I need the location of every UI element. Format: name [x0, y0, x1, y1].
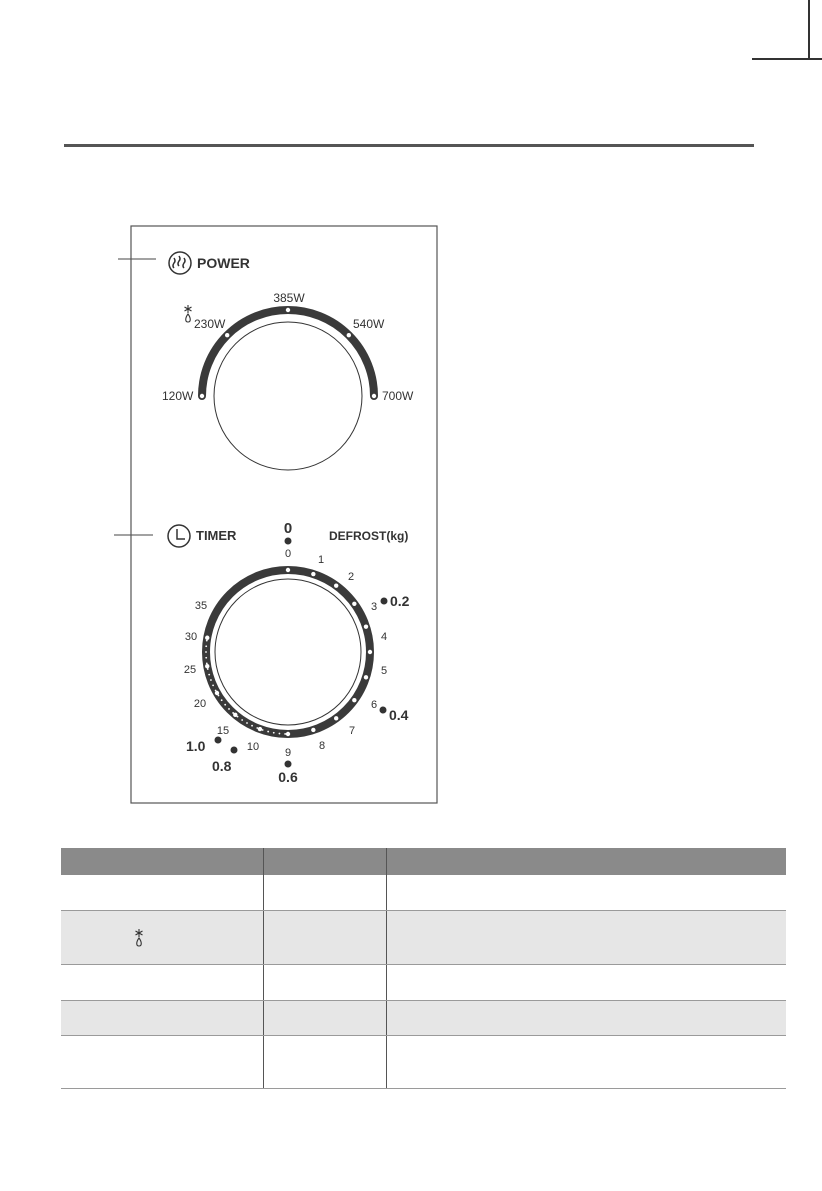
- table-row: [61, 875, 786, 910]
- power-level-dot: [286, 308, 290, 312]
- timer-tick-dot: [352, 602, 356, 606]
- timer-tick-dot: [210, 679, 212, 681]
- defrost-dot-1-0: [215, 737, 222, 744]
- table-cell: [61, 1000, 263, 1035]
- timer-minute-6: 6: [370, 699, 378, 711]
- timer-tick-dot: [224, 704, 226, 706]
- timer-tick-dot: [232, 712, 234, 714]
- timer-tick-dot: [311, 572, 315, 576]
- timer-minute-1: 1: [317, 554, 325, 566]
- timer-tick-dot: [262, 729, 264, 731]
- table-cell: [61, 964, 263, 1000]
- power-level-dot: [347, 333, 351, 337]
- power-label: POWER: [197, 255, 250, 271]
- timer-knob[interactable]: [215, 579, 361, 725]
- defrost-dot-0-8: [231, 747, 238, 754]
- table-cell: [386, 910, 786, 964]
- timer-tick-dot: [286, 568, 290, 572]
- timer-tick-dot: [215, 691, 219, 695]
- table-cell: [263, 1035, 386, 1088]
- defrost-dot-0-4: [380, 707, 387, 714]
- defrost-weight-0-2: 0.2: [390, 593, 410, 609]
- power-level-120w: 120W: [162, 389, 194, 403]
- timer-tick-dot: [212, 684, 214, 686]
- table-cell: [386, 1035, 786, 1088]
- power-level-markers: [200, 308, 376, 398]
- table-cell: [61, 875, 263, 910]
- timer-tick-dot: [256, 727, 258, 729]
- table-cell: [263, 910, 386, 964]
- timer-minute-35: 35: [194, 600, 208, 612]
- timer-tick-dot: [241, 719, 243, 721]
- table-cell: [263, 964, 386, 1000]
- timer-tick-dot: [206, 663, 208, 665]
- timer-minute-30: 30: [184, 631, 198, 643]
- defrost-dot-0-6: [285, 761, 292, 768]
- table-row: [61, 1000, 786, 1035]
- timer-minute-4: 4: [380, 631, 388, 643]
- table-cell: [386, 875, 786, 910]
- timer-minute-2: 2: [347, 571, 355, 583]
- timer-minute-8: 8: [318, 740, 326, 752]
- table-header-cell: [386, 848, 786, 875]
- table-row: [61, 910, 786, 964]
- timer-tick-dot: [251, 725, 253, 727]
- defrost-weight-0-6: 0.6: [278, 769, 298, 785]
- timer-tick-dot: [258, 727, 262, 731]
- defrost-dot-0-2: [381, 598, 388, 605]
- timer-tick-dot: [208, 674, 210, 676]
- timer-top-zero: 0: [283, 520, 293, 537]
- timer-minute-0: 0: [284, 548, 292, 560]
- table-header-row: [61, 848, 786, 875]
- table-cell: [386, 964, 786, 1000]
- timer-tick-dot: [228, 708, 230, 710]
- defrost-label: DEFROST(kg): [329, 529, 409, 543]
- snowflake-drop-icon: [185, 305, 192, 322]
- timer-tick-dot: [237, 716, 239, 718]
- timer-minute-20: 20: [193, 698, 207, 710]
- timer-minute-5: 5: [380, 665, 388, 677]
- timer-tick-dot: [334, 583, 338, 587]
- timer-tick-dot: [246, 722, 248, 724]
- timer-tick-dot: [267, 731, 269, 733]
- table-cell: [386, 1000, 786, 1035]
- defrost-weight-0-8: 0.8: [212, 758, 232, 774]
- table-row: [61, 964, 786, 1000]
- clock-icon: [168, 525, 190, 547]
- timer-tick-dot: [334, 716, 338, 720]
- power-level-dot: [225, 333, 229, 337]
- timer-minute-15: 15: [216, 725, 230, 737]
- timer-tick-dot: [279, 733, 281, 735]
- timer-tick-dot: [205, 657, 207, 659]
- timer-tick-dot: [205, 651, 207, 653]
- power-level-230w: 230W: [194, 317, 226, 331]
- timer-ring: [206, 570, 370, 734]
- table-cell: [61, 910, 263, 964]
- power-level-dot: [372, 394, 376, 398]
- timer-tick-dot: [273, 732, 275, 734]
- table-header-cell: [263, 848, 386, 875]
- defrost-weight-1-0: 1.0: [186, 738, 206, 754]
- table-cell: [61, 1035, 263, 1088]
- timer-minute-10: 10: [246, 741, 260, 753]
- table-row: [61, 1035, 786, 1088]
- timer-minute-9: 9: [284, 747, 292, 759]
- table-cell: [263, 1000, 386, 1035]
- power-level-385w: 385W: [273, 291, 305, 305]
- timer-tick-dot: [221, 699, 223, 701]
- timer-tick-dot: [368, 650, 372, 654]
- timer-tick-dot: [284, 733, 286, 735]
- timer-top-zero-dot: [285, 538, 292, 545]
- power-level-700w: 700W: [382, 389, 414, 403]
- timer-tick-dot: [364, 675, 368, 679]
- timer-minute-3: 3: [370, 601, 378, 613]
- timer-tick-dot: [215, 690, 217, 692]
- timer-minute-25: 25: [183, 664, 197, 676]
- table-header-cell: [61, 848, 263, 875]
- power-level-540w: 540W: [353, 317, 385, 331]
- timer-minute-7: 7: [348, 725, 356, 737]
- timer-tick-dot: [205, 645, 207, 647]
- timer-tick-dot: [205, 636, 209, 640]
- timer-tick-dot: [352, 698, 356, 702]
- timer-tick-dot: [364, 624, 368, 628]
- table-cell: [263, 875, 386, 910]
- timer-tick-dot: [218, 695, 220, 697]
- settings-table: [61, 848, 786, 1089]
- timer-tick-dot: [206, 640, 208, 642]
- power-level-dot: [200, 394, 204, 398]
- timer-label: TIMER: [196, 528, 237, 543]
- timer-tick-dot: [205, 664, 209, 668]
- timer-tick-dot: [207, 668, 209, 670]
- microwave-waves-icon: [169, 252, 191, 274]
- timer-tick-dot: [286, 732, 290, 736]
- snowflake-drop-icon: [133, 928, 145, 950]
- timer-tick-dot: [311, 728, 315, 732]
- defrost-weight-0-4: 0.4: [389, 707, 409, 723]
- power-knob[interactable]: [214, 322, 362, 470]
